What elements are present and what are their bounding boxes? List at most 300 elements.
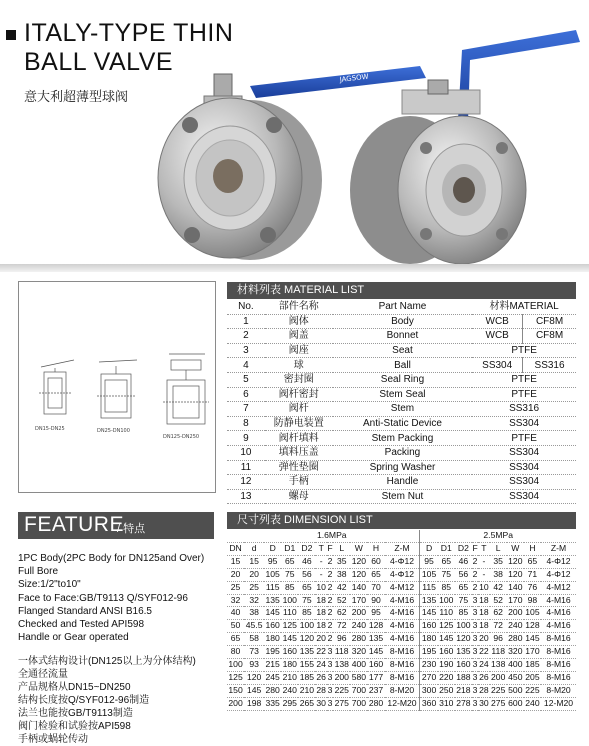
dimension-cell: 500 (508, 684, 523, 695)
material-part-en: Spring Washer (369, 461, 436, 473)
dimension-cell: 177 (368, 671, 384, 682)
dimension-col-header: H (372, 542, 380, 553)
dimension-cell: 335 (265, 697, 280, 708)
dimension-cell: 46 (302, 555, 312, 566)
dimension-cell: 8-M16 (546, 659, 571, 670)
material-value: SS304 (509, 461, 540, 473)
dimension-cell: 125 (228, 671, 243, 682)
material-part-en: Packing (384, 447, 421, 459)
dimension-cell: 12-M20 (387, 697, 417, 708)
dimension-cell: 237 (368, 684, 384, 695)
dimension-cell: 120 (456, 633, 471, 644)
dimension-table-row (227, 620, 576, 633)
dimension-cell: 120 (508, 568, 523, 579)
material-table-row (227, 329, 576, 344)
dimension-cell: 75 (302, 594, 312, 605)
dimension-cell: 26 (479, 671, 489, 682)
dimension-cell: 18 (479, 607, 489, 618)
dimension-cell: 155 (299, 659, 315, 670)
dimension-cell: 65 (230, 633, 241, 644)
dimension-cell: 72 (336, 620, 347, 631)
dimension-cell: 125 (282, 620, 297, 631)
dimension-cell: 2 (327, 555, 333, 566)
dimension-cell: 280 (351, 633, 367, 644)
dimension-cell: 35 (493, 555, 503, 566)
material-part-cn: 阀体 (288, 315, 309, 327)
dimension-cell: 240 (508, 620, 523, 631)
dimension-cell: 73 (249, 646, 259, 657)
dimension-cell: 200 (334, 671, 349, 682)
dimension-cell: 180 (282, 659, 297, 670)
dimension-cell: 185 (299, 671, 315, 682)
material-part-en: Body (391, 315, 414, 327)
material-no: 12 (240, 476, 252, 488)
dimension-cell: 70 (371, 581, 381, 592)
dimension-col-header: W (511, 542, 520, 553)
dimension-col-header: D1 (284, 542, 296, 553)
material-col-en: Part Name (378, 301, 427, 313)
dimension-cell: 62 (336, 607, 347, 618)
dimension-cell: 120 (351, 555, 367, 566)
material-value: SS304 (509, 447, 540, 459)
material-no: 4 (243, 359, 249, 371)
dimension-cell: 38 (249, 607, 259, 618)
dimension-cell: 3 (327, 684, 333, 695)
page-title-line1: ITALY-TYPE THIN (24, 19, 234, 47)
dimension-cell: 20 (230, 568, 241, 579)
material-part-cn: 阀座 (288, 345, 309, 357)
dimension-cell: 8-M16 (389, 659, 415, 670)
page-title-line2: BALL VALVE (24, 48, 174, 76)
dimension-cell: 105 (525, 607, 540, 618)
dimension-col-header: Z-M (550, 542, 567, 553)
dimension-cell: 18 (316, 620, 326, 631)
dimension-cell: 65 (285, 555, 295, 566)
material-part-en: Seat (392, 345, 413, 357)
dimension-table (227, 530, 576, 711)
dimension-cell: 42 (336, 581, 347, 592)
dimension-cell: 160 (368, 659, 384, 670)
dimension-cell: - (319, 555, 323, 566)
dimension-cell: 280 (265, 684, 280, 695)
dimension-table-row (227, 697, 576, 710)
dimension-cell: 28 (316, 684, 326, 695)
dimension-cell: 60 (371, 555, 381, 566)
dimension-cell: 160 (456, 659, 471, 670)
dimension-cell: 65 (458, 581, 469, 592)
dimension-cell: 2 (327, 568, 333, 579)
dimension-cell: 145 (525, 633, 540, 644)
dimension-cell: 18 (316, 594, 326, 605)
technical-drawing-box (18, 281, 216, 493)
dimension-cell: 170 (525, 646, 540, 657)
material-part-cn: 弹性垫圈 (278, 461, 319, 473)
dimension-cell: 10 (479, 581, 489, 592)
material-value: PTFE (511, 345, 537, 357)
dimension-cell: 240 (351, 620, 367, 631)
dimension-cell: 180 (265, 633, 280, 644)
dimension-table-row (227, 633, 576, 646)
material-value-1: WCB (485, 330, 509, 342)
dimension-col-header: Z-M (394, 542, 410, 553)
dimension-cell: 4-Φ12 (389, 568, 415, 579)
material-table-row (227, 431, 576, 446)
dimension-cell: 400 (508, 659, 523, 670)
dimension-cell: 230 (420, 659, 438, 672)
dimension-cell: 56 (458, 568, 469, 579)
dimension-cell: 8-M16 (389, 671, 415, 682)
dimension-cell: 3 (472, 594, 478, 605)
dimension-cell: 35 (336, 555, 347, 566)
dimension-cell: 200 (491, 671, 506, 682)
dimension-cell: 3 (472, 671, 478, 682)
dimension-cell: 52 (336, 594, 347, 605)
material-value-1: WCB (485, 315, 509, 327)
feature-title: FEATURE (24, 513, 124, 536)
dimension-cell: 96 (493, 633, 503, 644)
dimension-pressure-2: 2.5MPa (420, 530, 576, 542)
dimension-cell: 3 (327, 659, 333, 670)
dimension-cell: 205 (525, 671, 540, 682)
dimension-cell: 4-M12 (546, 581, 571, 592)
dimension-cell: 98 (527, 594, 538, 605)
dimension-cell: 3 (472, 697, 478, 708)
dimension-cell: 170 (351, 594, 367, 605)
dimension-cell: 85 (302, 607, 312, 618)
dimension-cell: 210 (299, 684, 315, 695)
dimension-cell: 65 (302, 581, 312, 592)
feature-item-en: Size:1/2"to10" (18, 579, 81, 591)
dimension-table-row (227, 659, 576, 672)
dimension-cell: 310 (439, 697, 454, 708)
dimension-cell: 30 (479, 697, 489, 708)
material-no: 3 (243, 345, 249, 357)
dimension-cell: 28 (479, 684, 489, 695)
drawing-caption-3: DN125-DN250 (163, 434, 200, 440)
feature-list-english (18, 552, 204, 644)
dimension-cell: 18 (316, 607, 326, 618)
dimension-cell: 2 (327, 607, 333, 618)
dimension-cell: 280 (508, 633, 523, 644)
dimension-cell: 198 (246, 697, 262, 708)
material-col-no: No. (238, 301, 254, 313)
dimension-col-header: T (318, 542, 324, 553)
dimension-cell: 4-M16 (546, 607, 571, 618)
dimension-cell: 75 (458, 594, 469, 605)
dimension-cell: 4-M16 (546, 594, 571, 605)
material-value-2: CF8M (523, 329, 576, 344)
dimension-cell: 8-M16 (546, 671, 571, 682)
dimension-cell: 2 (327, 581, 333, 592)
dimension-cell: 105 (265, 568, 280, 579)
dimension-cell: 280 (368, 697, 384, 708)
material-value: PTFE (511, 388, 537, 400)
feature-item-cn: 一体式结构设计(DN125以上为分体结构) (18, 656, 196, 667)
dimension-cell: 200 (508, 607, 523, 618)
dimension-cell: 700 (351, 697, 367, 708)
dimension-cell: 96 (336, 633, 347, 644)
dimension-cell: 225 (525, 684, 540, 695)
dimension-cell: 145 (265, 607, 280, 618)
material-no: 13 (240, 491, 252, 503)
material-value-2: CF8M (523, 314, 576, 329)
dimension-cell: 140 (351, 581, 367, 592)
dimension-cell: 4-M16 (389, 607, 415, 618)
page-title-chinese: 意大利超薄型球阀 (24, 89, 129, 104)
dimension-cell: 138 (334, 659, 349, 670)
dimension-cell: 100 (299, 620, 315, 631)
feature-item-cn: 结构长度按Q/SYF012-96制造 (18, 695, 150, 706)
material-table (227, 300, 576, 504)
dimension-cell: 32 (249, 594, 259, 605)
dimension-cell: 115 (420, 581, 438, 594)
dimension-cell: 100 (228, 659, 243, 670)
dimension-cell: 3 (327, 646, 333, 657)
dimension-cell: 38 (493, 568, 503, 579)
material-part-cn: 阀盖 (288, 330, 309, 342)
dimension-cell: 200 (228, 697, 243, 708)
dimension-cell: 195 (265, 646, 280, 657)
material-no: 5 (243, 374, 249, 386)
dimension-cell: 128 (525, 620, 540, 631)
dimension-cell: 25 (249, 581, 259, 592)
dimension-cell: 3 (472, 684, 478, 695)
dimension-cell: 160 (439, 646, 454, 657)
dimension-cell: 65 (527, 555, 538, 566)
dimension-cell: 65 (371, 568, 381, 579)
dimension-cell: 95 (371, 607, 381, 618)
dimension-cell: 138 (491, 659, 506, 670)
dimension-cell: 8-M16 (546, 646, 571, 657)
dimension-cell: 71 (527, 568, 538, 579)
dimension-cell: 50 (230, 620, 241, 631)
dimension-cell: 80 (230, 646, 241, 657)
material-part-cn: 密封圈 (283, 374, 314, 386)
dimension-cell: 125 (439, 620, 454, 631)
dimension-cell: 250 (439, 684, 454, 695)
dimension-cell: 22 (316, 646, 326, 657)
dimension-cell: 8-M16 (546, 633, 571, 644)
material-no: 2 (243, 330, 249, 342)
dimension-cell: 8-M20 (389, 684, 415, 695)
dimension-cell: 62 (493, 607, 503, 618)
dimension-col-header: F (327, 542, 333, 553)
feature-item-en: 1PC Body(2PC Body for DN125and Over) (18, 553, 205, 564)
material-part-cn: 手柄 (288, 476, 309, 488)
dimension-cell: 56 (302, 568, 312, 579)
dimension-cell: 450 (508, 671, 523, 682)
dimension-cell: 2 (327, 633, 333, 644)
dimension-cell: 115 (265, 581, 280, 592)
dimension-cell: 188 (456, 671, 471, 682)
dimension-col-header: d (251, 542, 257, 553)
dimension-cell: 95 (420, 555, 438, 568)
material-part-en: Seal Ring (380, 374, 425, 386)
dimension-cell: 40 (230, 607, 241, 618)
dimension-col-header: T (481, 542, 487, 553)
dimension-table-row (227, 646, 576, 659)
feature-item-cn: 产品规格从DN15~DN250 (18, 682, 131, 693)
dimension-pressure-row (227, 530, 576, 542)
dimension-cell: - (482, 555, 486, 566)
dimension-cell: 25 (230, 581, 241, 592)
dimension-cell: 72 (493, 620, 503, 631)
dimension-col-header: D (420, 542, 438, 555)
dimension-cell: 4-M12 (389, 581, 415, 592)
material-col-material: 材料MATERIAL (489, 301, 559, 313)
material-no: 9 (243, 432, 249, 444)
feature-item-cn: 手柄或蜗轮传动 (18, 734, 88, 745)
material-table-row (227, 445, 576, 460)
dimension-cell: 12-M20 (543, 697, 574, 708)
feature-list-chinese (18, 655, 196, 746)
feature-item-en: Full Bore (18, 566, 59, 578)
dimension-cell: 245 (265, 671, 280, 682)
dimension-cell: 18 (479, 594, 489, 605)
dimension-cell: 600 (508, 697, 523, 708)
dimension-cell: 120 (351, 568, 367, 579)
dimension-cell: 76 (527, 581, 538, 592)
material-col-cn: 部件名称 (278, 301, 319, 313)
dimension-cell: 93 (249, 659, 259, 670)
material-part-cn: 螺母 (288, 491, 309, 503)
dimension-cell: 275 (334, 697, 349, 708)
material-part-en: Stem (390, 403, 415, 415)
dimension-cell: 4-Φ12 (389, 555, 415, 566)
dimension-cell: 320 (351, 646, 367, 657)
material-part-cn: 阀杆填料 (278, 432, 319, 444)
dimension-cell: 3 (327, 671, 333, 682)
dimension-cell: 4-M16 (389, 633, 415, 644)
feature-item-en: Flanged Standard ANSI B16.5 (18, 605, 152, 617)
dimension-cell: 105 (420, 568, 438, 581)
dimension-cell: 4-Φ12 (546, 555, 571, 566)
dimension-cell: 2 (327, 594, 333, 605)
material-table-row (227, 387, 576, 402)
dimension-cell: 215 (265, 659, 280, 670)
dimension-table-row (227, 607, 576, 620)
dimension-pressure-1: 1.6MPa (316, 530, 347, 540)
dimension-cell: 30 (316, 697, 326, 708)
material-no: 7 (243, 403, 249, 415)
dimension-cell: 240 (282, 684, 297, 695)
dimension-col-header: D (269, 542, 276, 553)
dimension-cell: 170 (508, 594, 523, 605)
dimension-col-header: W (354, 542, 363, 553)
material-list-header: 材料列表 MATERIAL LIST (227, 282, 576, 299)
material-table-header-row (227, 300, 576, 314)
material-part-cn: 填料压盖 (278, 447, 319, 459)
dimension-cell: - (482, 568, 486, 579)
dimension-cell: 220 (439, 671, 454, 682)
dimension-cell: 38 (336, 568, 347, 579)
dimension-table-row (227, 581, 576, 594)
dimension-cell: 22 (479, 646, 489, 657)
dimension-cell: 52 (493, 594, 503, 605)
material-table-row (227, 343, 576, 358)
dimension-cell: 135 (420, 594, 438, 607)
dimension-cell: 8-M16 (389, 646, 415, 657)
material-table-row (227, 372, 576, 387)
dimension-cell: 160 (420, 620, 438, 633)
dimension-cell: 8-M20 (546, 684, 571, 695)
material-value: PTFE (511, 432, 537, 444)
product-photo (140, 30, 589, 265)
dimension-col-header: D1 (440, 542, 452, 553)
dimension-cell: 4-M16 (546, 620, 571, 631)
dimension-cell: 85 (458, 607, 469, 618)
dimension-cell: 128 (368, 620, 384, 631)
dimension-cell: 15 (249, 555, 259, 566)
dimension-cell: 75 (285, 568, 295, 579)
dimension-col-header: F (472, 542, 478, 553)
dimension-cell: 118 (334, 646, 349, 657)
material-value: SS304 (509, 418, 540, 430)
dimension-cell: 240 (525, 697, 540, 708)
material-part-cn: 阀杆密封 (278, 388, 319, 400)
section-divider (0, 264, 589, 272)
material-no: 10 (240, 447, 252, 459)
dimension-cell: 2 (472, 568, 478, 579)
material-part-en: Stem Seal (379, 388, 426, 400)
dimension-cell: 185 (525, 659, 540, 670)
material-part-en: Ball (394, 359, 411, 371)
dimension-cell: 10 (316, 581, 326, 592)
dimension-cell: 145 (439, 633, 454, 644)
feature-item-cn: 法兰也能按GB/T9113制造 (18, 708, 133, 719)
dimension-cell: 42 (493, 581, 503, 592)
dimension-cell: 4-M16 (389, 594, 415, 605)
feature-item-cn: 全通径流量 (18, 669, 68, 680)
material-no: 1 (243, 315, 249, 327)
material-table-row (227, 402, 576, 417)
material-part-cn: 球 (293, 359, 304, 371)
dimension-cell: 45.5 (245, 620, 263, 631)
dimension-cell: 135 (368, 633, 384, 644)
material-table-row (227, 314, 576, 329)
dimension-cell: 120 (299, 633, 315, 644)
dimension-cell: 85 (285, 581, 295, 592)
dimension-cell: 135 (299, 646, 315, 657)
material-value-2: SS316 (523, 358, 576, 373)
dimension-cell: 3 (327, 697, 333, 708)
dimension-cell: 360 (420, 697, 438, 710)
dimension-cell: 20 (249, 568, 259, 579)
dimension-cell: 100 (439, 594, 454, 605)
dimension-cell: 3 (472, 633, 478, 644)
dimension-cell: 100 (456, 620, 471, 631)
dimension-col-header: DN (229, 542, 242, 553)
feature-item-cn: 阀门检验和试验按API598 (18, 721, 131, 732)
dimension-cell: 275 (491, 697, 506, 708)
dimension-cell: 140 (508, 581, 523, 592)
dimension-cell: 145 (282, 633, 297, 644)
dimension-cell: 135 (265, 594, 280, 605)
material-value: SS316 (509, 403, 540, 415)
dimension-col-header: L (339, 542, 345, 553)
dimension-blank (227, 530, 244, 542)
dimension-cell: 2 (327, 620, 333, 631)
dimension-table-row (227, 568, 576, 581)
feature-item-en: Checked and Tested API598 (18, 619, 145, 631)
dimension-cell: 200 (351, 607, 367, 618)
dimension-cell: 700 (351, 684, 367, 695)
material-part-en: Bonnet (386, 330, 419, 342)
dimension-cell: 300 (420, 684, 438, 697)
title-bullet (6, 30, 16, 40)
feature-title-chinese: / 特点 (117, 523, 146, 535)
dimension-cell: 145 (420, 607, 438, 620)
